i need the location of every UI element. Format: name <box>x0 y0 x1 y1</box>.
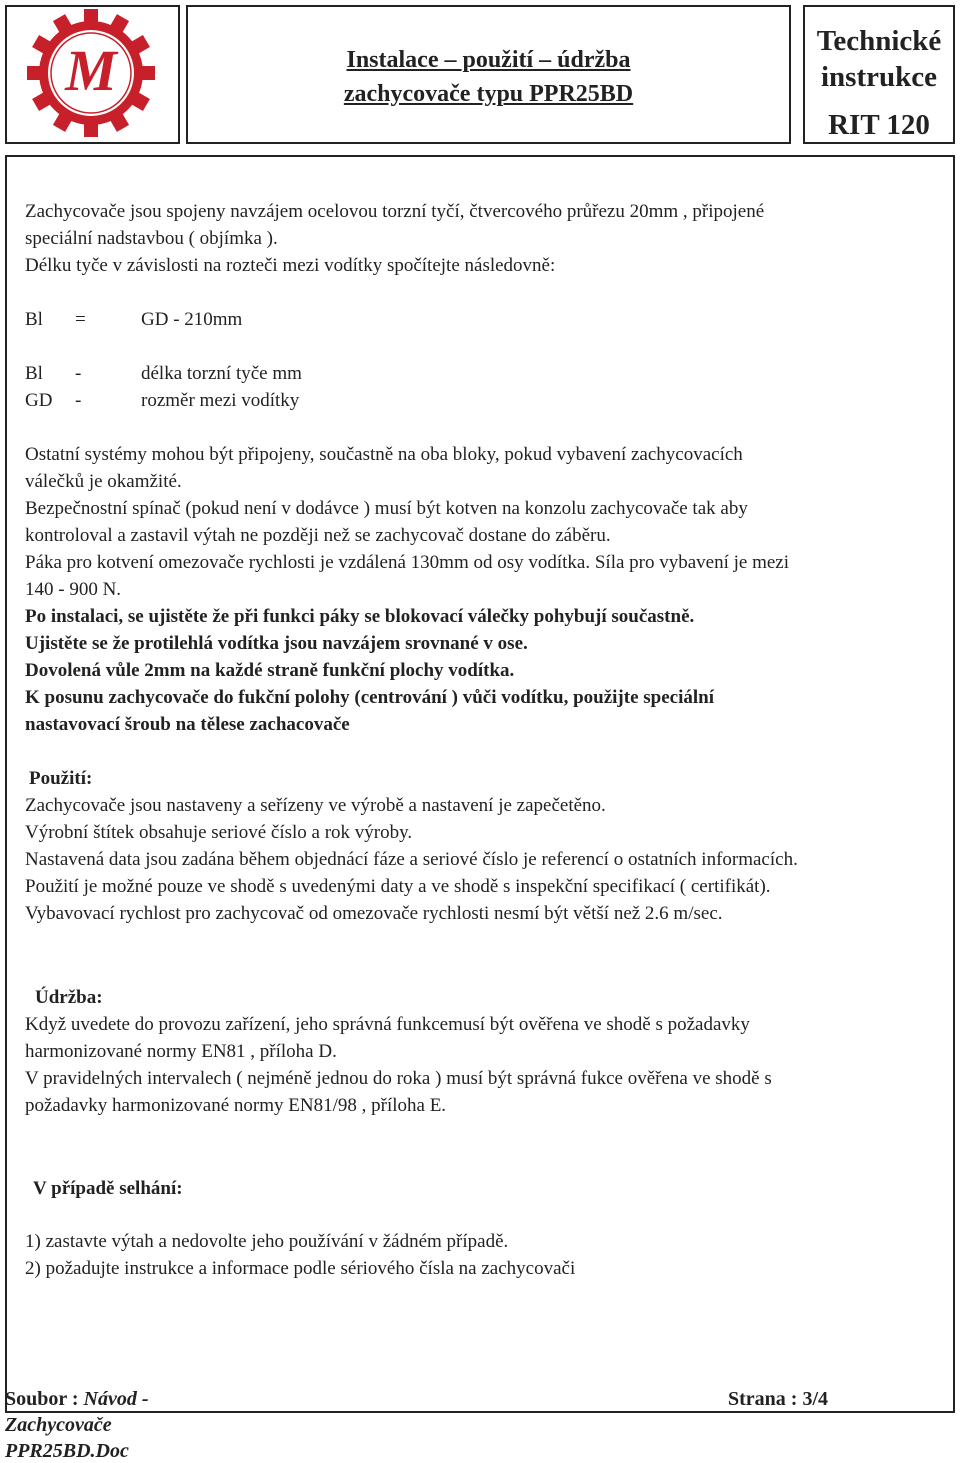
content-frame <box>5 155 955 1413</box>
formula-right: GD - 210mm <box>141 309 243 330</box>
install-note-1: Po instalaci, se ujistěte že při funkci páky se blokovací válečky pohybují součastně. <box>25 606 695 627</box>
maintenance-line-2: harmonizované normy EN81 , příloha D. <box>25 1041 337 1062</box>
install-p1-line-3: Délku tyče v závislosti na rozteči mezi vodítky spočítejte následovně: <box>25 255 556 276</box>
install-p3-line-1: Bezpečnostní spínač (pokud není v dodávce ) musí být kotven na konzolu zachycovače tak aby <box>25 498 748 519</box>
usage-line-3: Nastavená data jsou zadána během objednácí fáze a seriové číslo je referencí o ostatních informacích. <box>25 849 798 870</box>
install-p2-line-2: válečků je okamžité. <box>25 471 182 492</box>
legend-description-1: délka torzní tyče mm <box>141 363 302 384</box>
legend-dash-2: - <box>75 390 82 411</box>
document-title-line-1: Instalace – použití – údržba <box>346 47 631 73</box>
install-note-2: Ujistěte se že protilehlá vodítka jsou navzájem srovnané v ose. <box>25 633 528 654</box>
logo-letter: M <box>65 38 117 103</box>
maintenance-line-1: Když uvedete do provozu zařízení, jeho správná funkcemusí být ověřena ve shodě s požadavky <box>25 1014 750 1035</box>
document-title-line-2: zachycovače typu PPR25BD <box>343 81 634 107</box>
company-logo-gear-icon <box>7 7 178 142</box>
maintenance-line-3: V pravidelných intervalech ( nejméně jednou do roka ) musí být správná fukce ověřena ve shodě s <box>25 1068 772 1089</box>
footer-page-label: Strana : <box>728 1388 798 1410</box>
code-line-1: Technické <box>816 25 942 57</box>
legend-symbol-1: Bl <box>25 363 43 384</box>
usage-heading: Použití: <box>29 768 93 789</box>
install-p2-line-1: Ostatní systémy mohou být připojeny, součastně na oba bloky, pokud vybavení zachycovacích <box>25 444 743 465</box>
install-p1-line-1: Zachycovače jsou spojeny navzájem ocelovou torzní tyčí, čtvercového průřezu 20mm , připojené <box>25 201 765 222</box>
usage-line-4: Použití je možné pouze ve shodě s uvedenými daty a ve shodě s inspekční specifikací ( certifikát). <box>25 876 771 897</box>
formula-operator: = <box>75 309 86 330</box>
usage-line-2: Výrobní štítek obsahuje seriové číslo a rok výroby. <box>25 822 413 843</box>
install-note-3: Dovolená vůle 2mm na každé straně funkční plochy vodítka. <box>25 660 515 681</box>
failure-step-1: 1) zastavte výtah a nedovolte jeho používání v žádném případě. <box>25 1231 509 1252</box>
install-p1-line-2: speciální nadstavbou ( objímka ). <box>25 228 278 249</box>
failure-heading: V případě selhání: <box>33 1178 183 1199</box>
maintenance-heading: Údržba: <box>35 987 103 1008</box>
install-note-4-line-2: nastavovací šroub na tělese zachacovače <box>25 714 350 735</box>
failure-step-2: 2) požadujte instrukce a informace podle sériového čísla na zachycovači <box>25 1258 576 1279</box>
install-p3-line-2: kontroloval a zastavil výtah ne později než se zachycovač dostane do záběru. <box>25 525 611 546</box>
maintenance-line-4: požadavky harmonizované normy EN81/98 , příloha E. <box>25 1095 447 1116</box>
footer-file-label: Soubor : <box>5 1388 79 1410</box>
footer-file-name-part-2: Zachycovače <box>5 1414 112 1436</box>
formula-left: Bl <box>25 309 43 330</box>
document-title-box <box>186 5 791 144</box>
code-line-2: instrukce <box>821 61 937 93</box>
document-code-box <box>803 5 955 144</box>
footer-page-info <box>728 1388 828 1411</box>
company-logo-box <box>5 5 180 144</box>
footer-file-name-part-1: Návod - <box>83 1388 149 1410</box>
install-note-4-line-1: K posunu zachycovače do fukční polohy (centrování ) vůči vodítku, použijte speciální <box>25 687 714 708</box>
footer-file-info <box>5 1388 149 1411</box>
document-code: RIT 120 <box>828 109 930 141</box>
usage-line-5: Vybavovací rychlost pro zachycovač od omezovače rychlosti nesmí být větší než 2.6 m/sec. <box>25 903 723 924</box>
install-p4-line-1: Páka pro kotvení omezovače rychlosti je vzdálená 130mm od osy vodítka. Síla pro vybavení je mezi <box>25 552 790 573</box>
legend-description-2: rozměr mezi vodítky <box>141 390 300 411</box>
footer-page-number: 3/4 <box>802 1388 829 1410</box>
usage-line-1: Zachycovače jsou nastaveny a seřízeny ve výrobě a nastavení je zapečetěno. <box>25 795 606 816</box>
legend-symbol-2: GD <box>25 390 53 411</box>
legend-dash-1: - <box>75 363 82 384</box>
install-p4-line-2: 140 - 900 N. <box>25 579 122 600</box>
footer-file-name-part-3: PPR25BD.Doc <box>5 1440 129 1462</box>
